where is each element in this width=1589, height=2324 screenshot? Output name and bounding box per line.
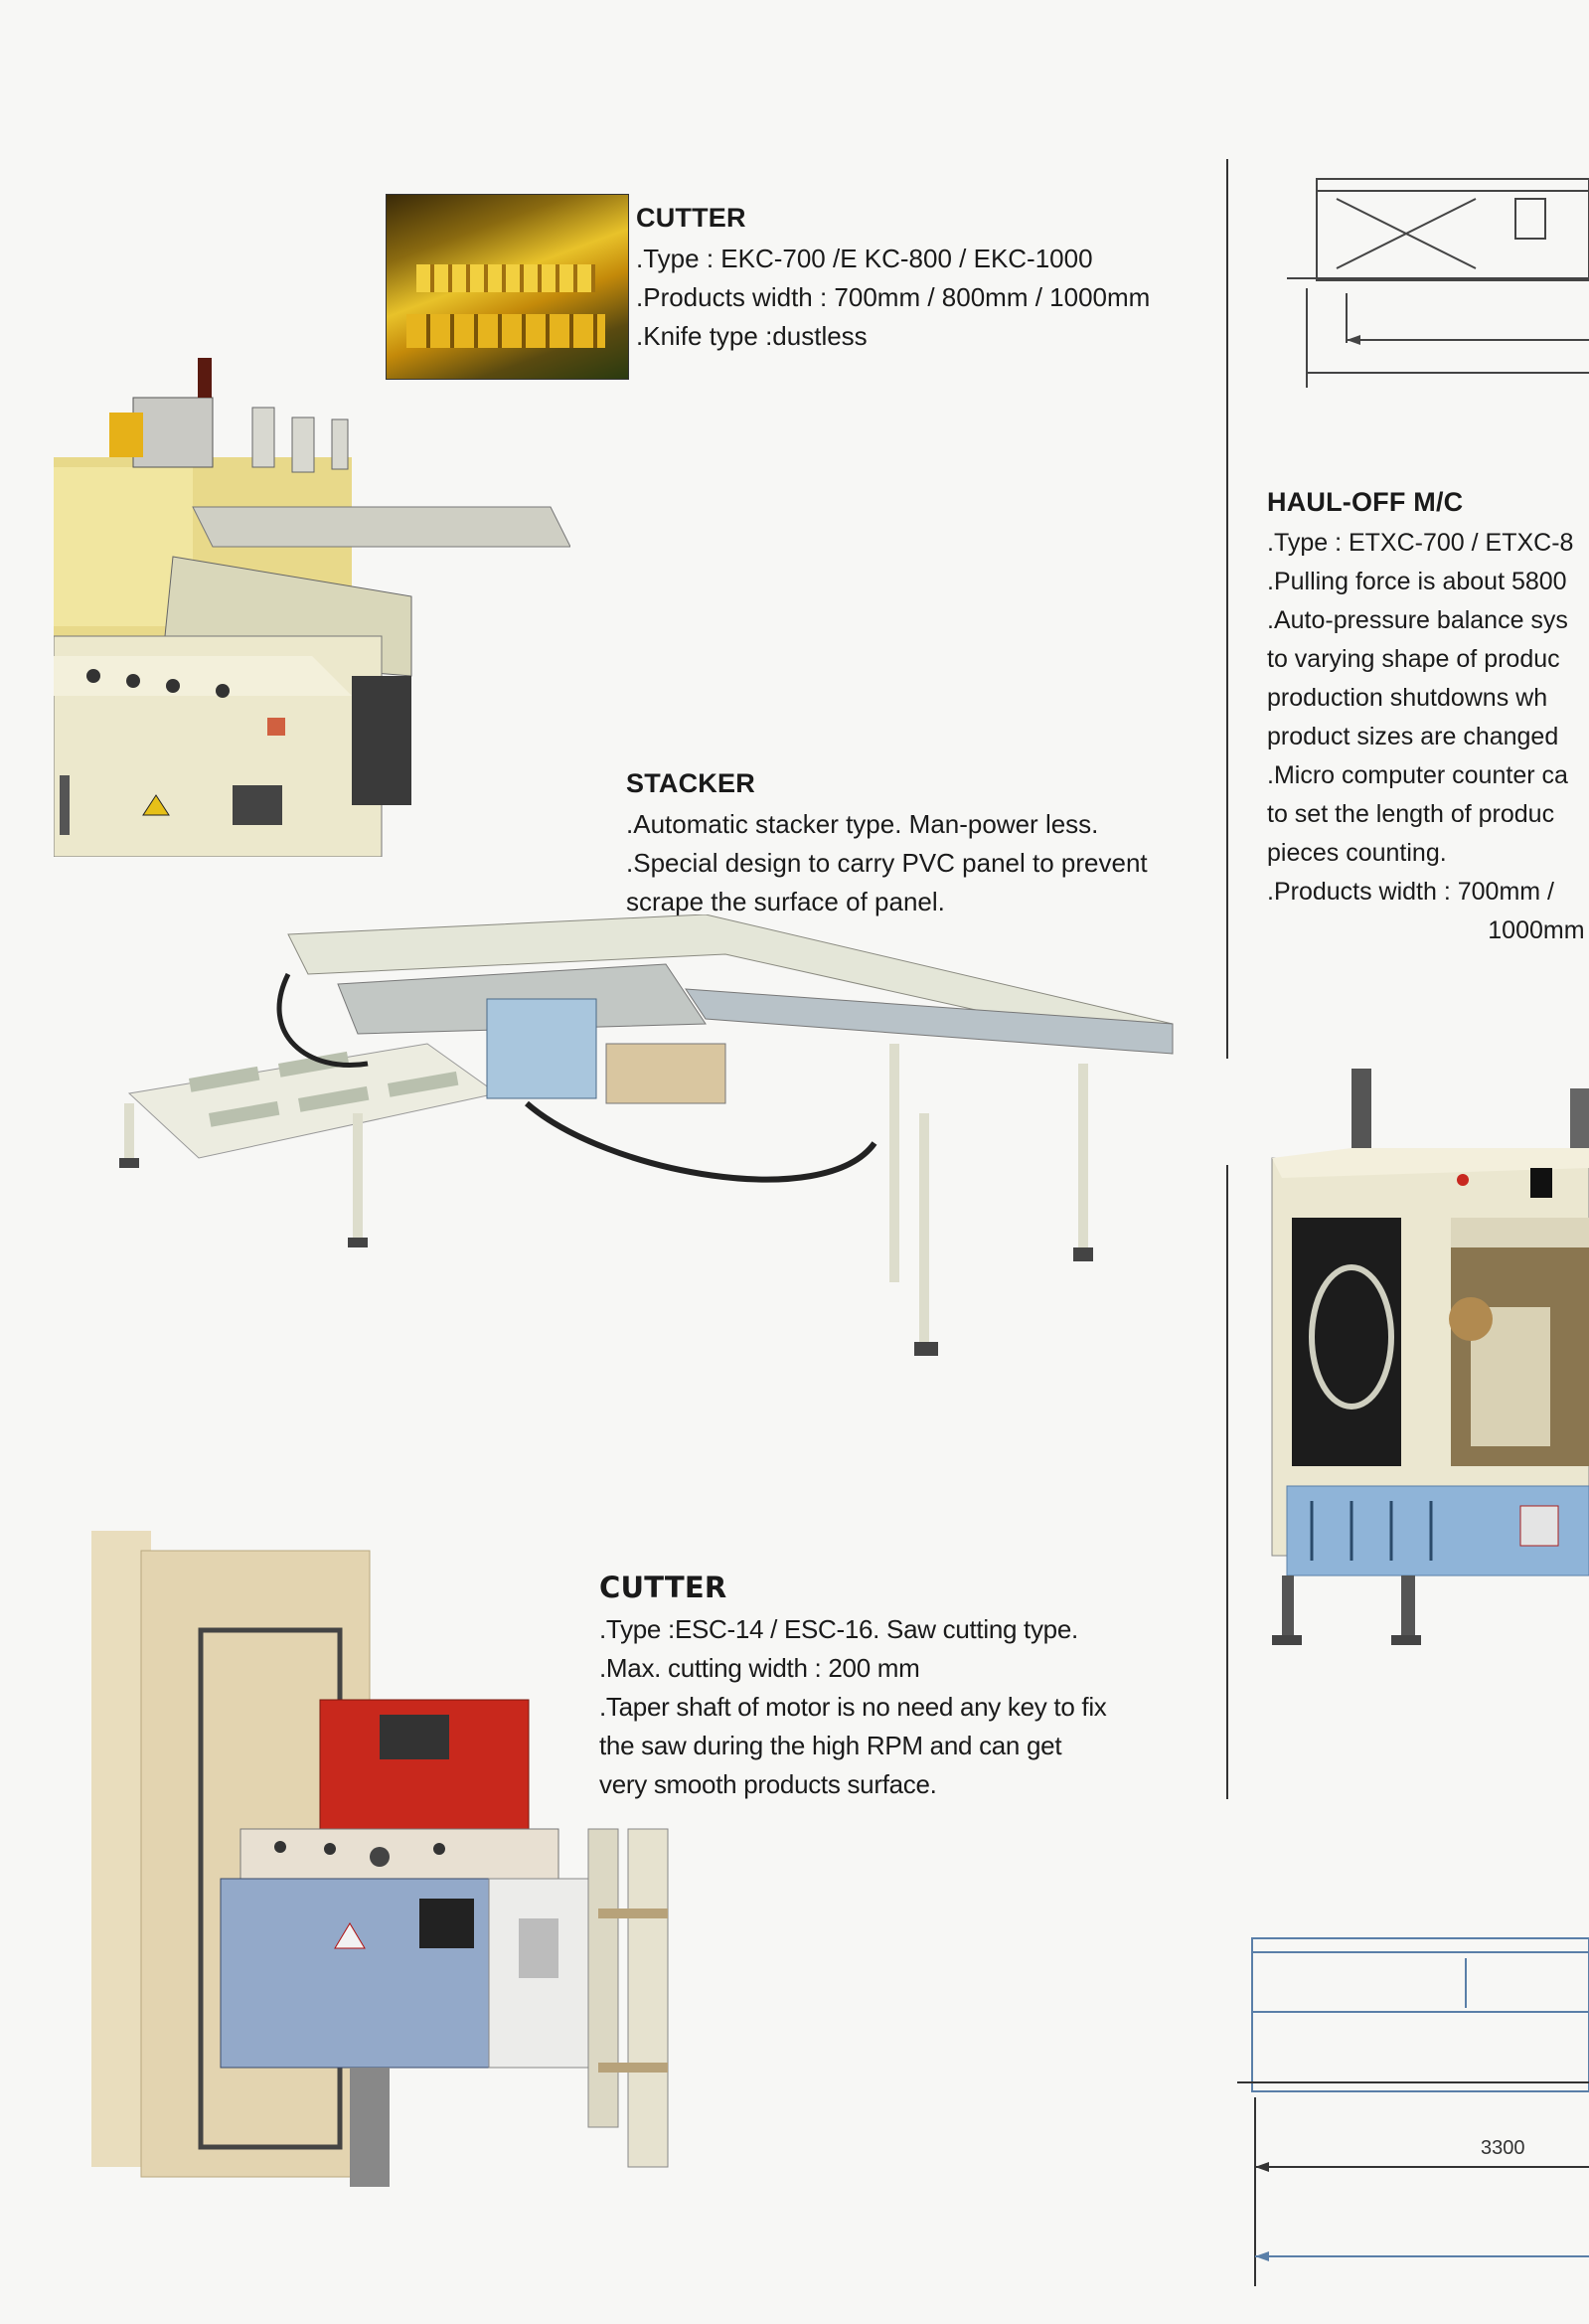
column-divider-lower bbox=[1226, 1165, 1228, 1799]
cutter-top-block bbox=[636, 203, 1150, 356]
dimension-label: 3300 bbox=[1481, 2137, 1525, 2159]
cutter-top-line: .Type : EKC-700 /E KC-800 / EKC-1000 bbox=[636, 244, 1093, 273]
cutter-bottom-line: .Taper shaft of motor is no need any key to fix bbox=[599, 1692, 1107, 1722]
haul-off-line: pieces counting. bbox=[1267, 839, 1447, 867]
haul-off-line: .Type : ETXC-700 / ETXC-8 bbox=[1267, 529, 1574, 557]
technical-drawing-top bbox=[1277, 159, 1589, 398]
cutter-bottom-block bbox=[599, 1571, 1107, 1804]
cutter-bottom-title: CUTTER bbox=[599, 1571, 727, 1604]
haul-off-line: to varying shape of produc bbox=[1267, 645, 1560, 673]
haul-off-block bbox=[1267, 487, 1589, 950]
haul-off-line: .Auto-pressure balance sys bbox=[1267, 606, 1568, 634]
cutter-top-line: .Products width : 700mm / 800mm / 1000mm bbox=[636, 282, 1151, 312]
haul-off-line: production shutdowns wh bbox=[1267, 684, 1548, 712]
stacker-line: .Automatic stacker type. Man-power less. bbox=[626, 809, 1099, 839]
haul-off-line: .Pulling force is about 5800 bbox=[1267, 568, 1567, 595]
haul-off-line: to set the length of produc bbox=[1267, 800, 1555, 828]
cutter-bottom-line: very smooth products surface. bbox=[599, 1769, 937, 1799]
cutter-bottom-line: .Max. cutting width : 200 mm bbox=[599, 1653, 920, 1683]
haul-off-machine-photo bbox=[1252, 1069, 1589, 1705]
stacker-line: .Special design to carry PVC panel to prevent bbox=[626, 848, 1148, 878]
cutter-bottom-line: .Type :ESC-14 / ESC-16. Saw cutting type. bbox=[599, 1614, 1078, 1644]
column-divider-upper bbox=[1226, 159, 1228, 1059]
cutter-top-title: CUTTER bbox=[636, 203, 746, 233]
haul-off-line: .Products width : 700mm / bbox=[1267, 878, 1555, 906]
cutter-knife-photo bbox=[386, 194, 629, 380]
stacker-block bbox=[626, 768, 1148, 921]
stacker-machine-photo bbox=[109, 914, 1183, 1382]
stacker-title: STACKER bbox=[626, 768, 755, 798]
knife-cutter-machine-photo bbox=[54, 358, 570, 857]
haul-off-title: HAUL-OFF M/C bbox=[1267, 487, 1464, 517]
cutter-bottom-line: the saw during the high RPM and can get bbox=[599, 1731, 1062, 1760]
haul-off-line: product sizes are changed bbox=[1267, 723, 1559, 750]
haul-off-line: 1000mm bbox=[1267, 916, 1585, 944]
cutter-top-line: .Knife type :dustless bbox=[636, 321, 868, 351]
technical-drawing-bottom bbox=[1237, 1909, 1589, 2286]
stacker-line: scrape the surface of panel. bbox=[626, 887, 945, 916]
haul-off-line: .Micro computer counter ca bbox=[1267, 761, 1568, 789]
